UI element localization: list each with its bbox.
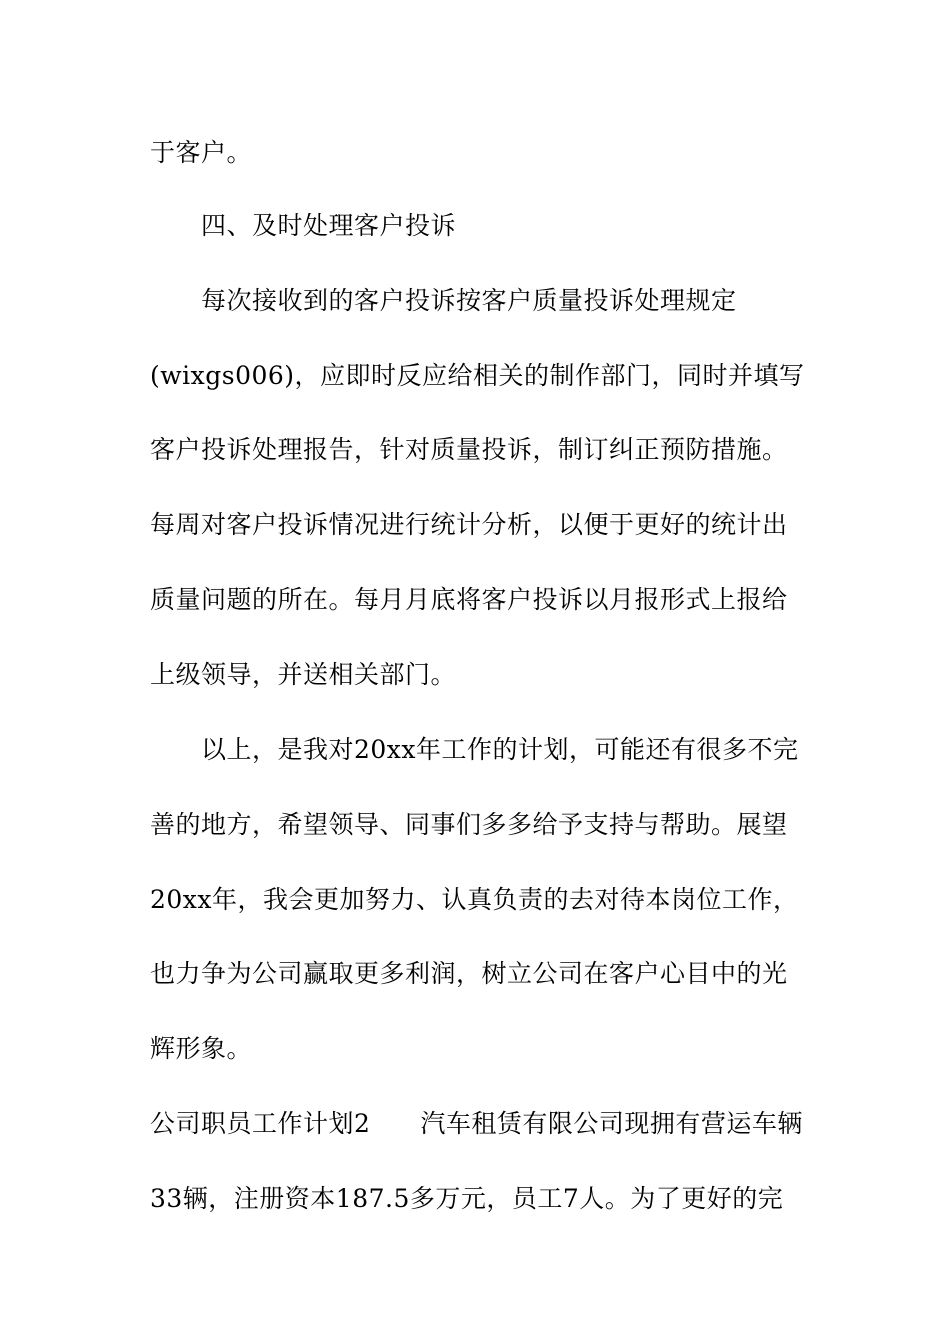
paragraph-line: 以上，是我对20xx年工作的计划，可能还有很多不完 [201,735,799,764]
paragraph-line: 33辆，注册资本187.5多万元，员工7人。为了更好的完 [150,1184,784,1213]
paragraph-line: 每次接收到的客户投诉按客户质量投诉处理规定 [201,286,737,315]
paragraph-line: 善的地方，希望领导、同事们多多给予支持与帮助。展望 [150,810,788,839]
heading-continuation: 汽车租赁有限公司现拥有营运车辆 [420,1109,803,1138]
paragraph-line: 也力争为公司赢取更多利润，树立公司在客户心目中的光 [150,959,788,988]
paragraph-line: 质量问题的所在。每月月底将客户投诉以月报形式上报给 [150,585,788,614]
heading-title: 公司职员工作计划2 [150,1109,371,1138]
paragraph-line: (wixgs006)，应即时反应给相关的制作部门，同时并填写 [150,361,805,390]
paragraph-line: 辉形象。 [150,1034,253,1063]
paragraph-line: 客户投诉处理报告，针对质量投诉，制订纠正预防措施。 [150,435,788,464]
section-heading: 四、及时处理客户投诉 [201,211,457,240]
paragraph-line: 于客户。 [150,138,253,167]
paragraph-line: 20xx年，我会更加努力、认真负责的去对待本岗位工作， [150,885,799,914]
paragraph-line: 上级领导，并送相关部门。 [150,660,457,689]
heading-line [150,1108,803,1140]
paragraph-line: 每周对客户投诉情况进行统计分析，以便于更好的统计出 [150,510,788,539]
